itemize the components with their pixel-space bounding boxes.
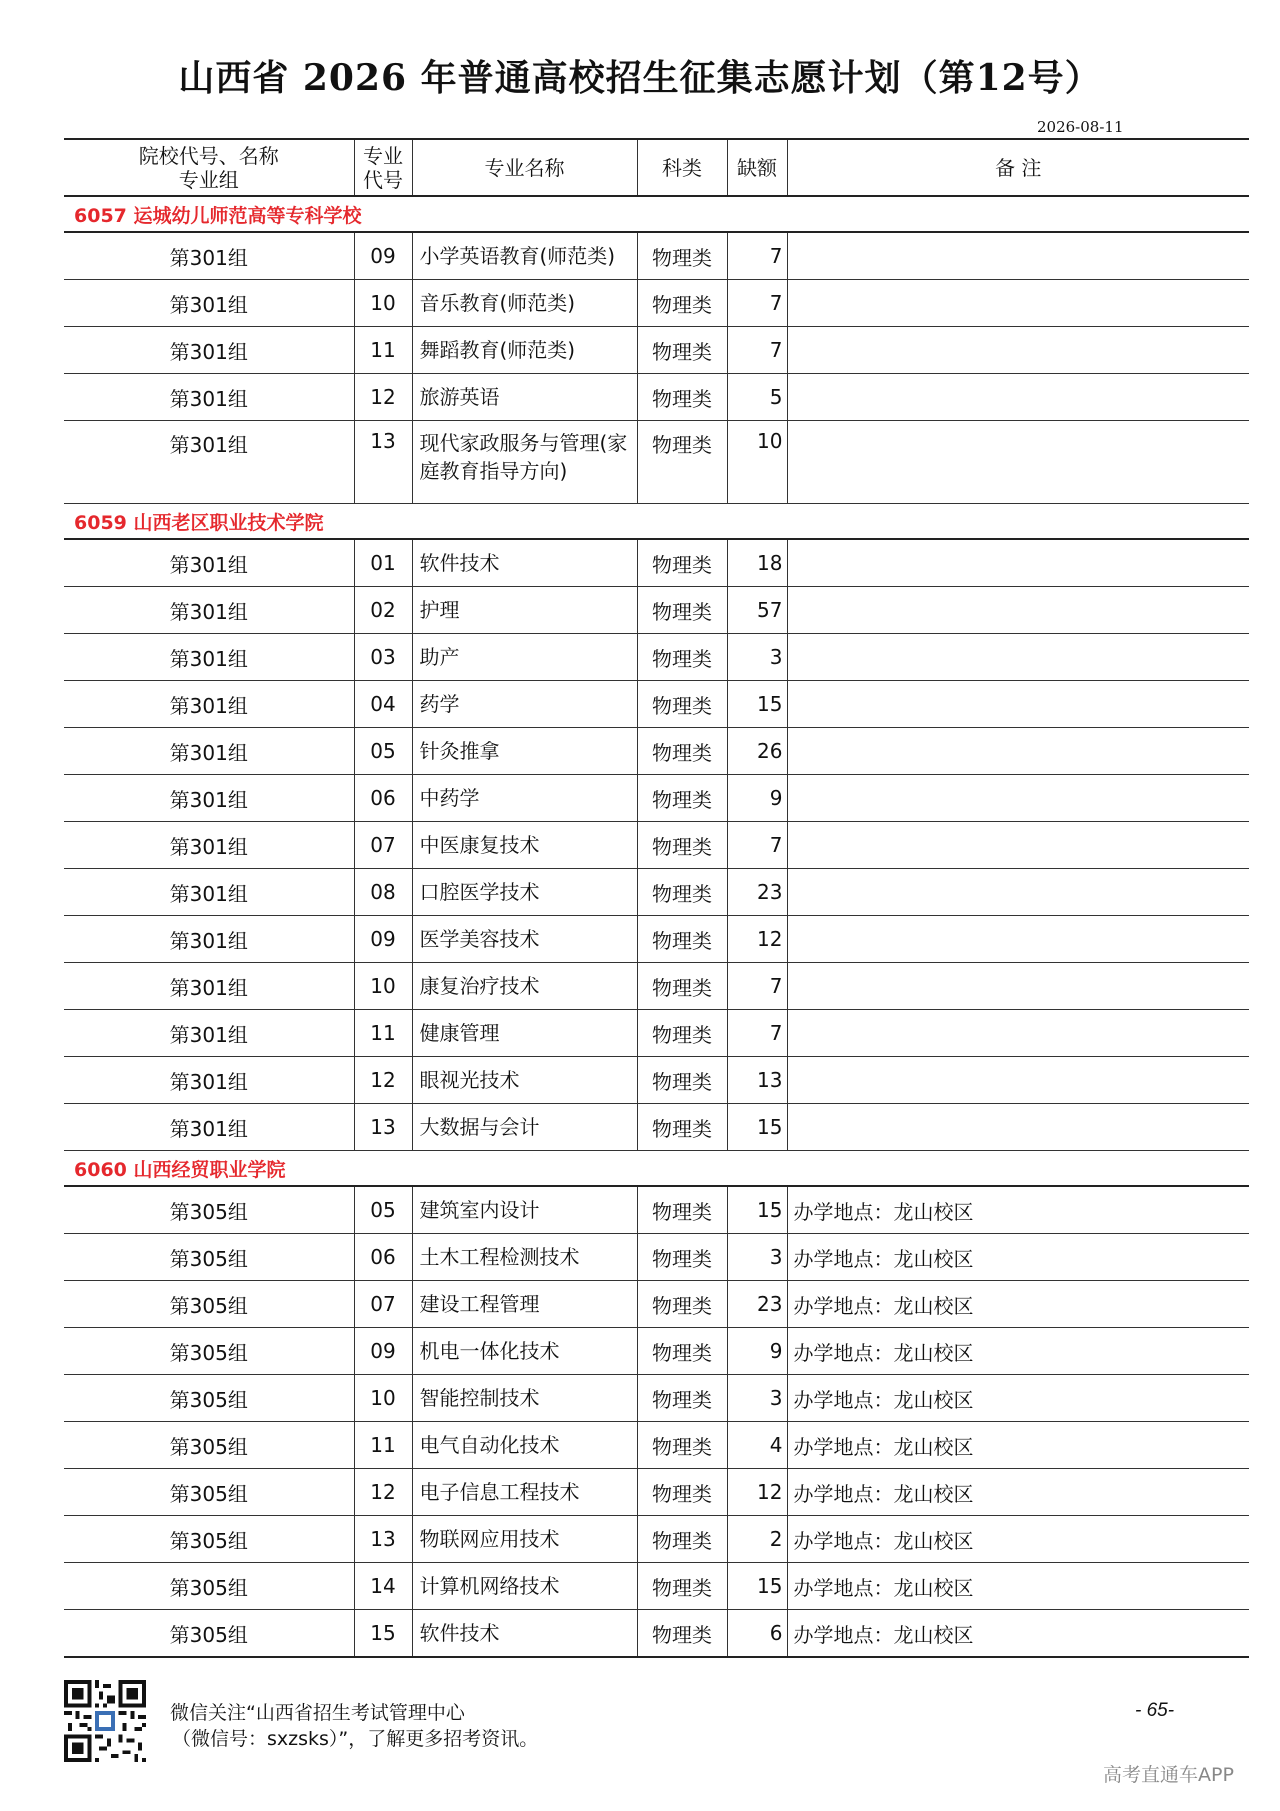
major-name-cell: 智能控制技术 [412, 1375, 637, 1422]
table-row [64, 421, 1249, 504]
table-row [64, 1186, 1249, 1234]
group-cell: 第301组 [64, 728, 354, 775]
header-school-line2: 专业组 [178, 167, 239, 192]
note-cell [787, 775, 1249, 822]
note-cell [787, 963, 1249, 1010]
group-cell: 第301组 [64, 1010, 354, 1057]
wechat-notice-line2: （微信号：sxzsks）”，了解更多招考资讯。 [172, 1728, 539, 1750]
vacancy-cell: 6 [727, 1610, 787, 1658]
major-name-cell: 助产 [412, 634, 637, 681]
group-cell: 第301组 [64, 374, 354, 421]
vacancy-cell: 3 [727, 634, 787, 681]
major-code-cell: 12 [354, 1469, 412, 1516]
table-row [64, 280, 1249, 327]
group-cell: 第301组 [64, 634, 354, 681]
table-row [64, 374, 1249, 421]
note-cell [787, 869, 1249, 916]
note-cell [787, 1057, 1249, 1104]
major-code-cell: 13 [354, 1104, 412, 1151]
major-name-cell: 小学英语教育(师范类) [412, 232, 637, 280]
major-name-cell: 眼视光技术 [412, 1057, 637, 1104]
vacancy-cell: 15 [727, 1104, 787, 1151]
major-name-cell: 护理 [412, 587, 637, 634]
table-row [64, 1104, 1249, 1151]
vacancy-cell: 7 [727, 1010, 787, 1057]
note-cell: 办学地点：龙山校区 [787, 1328, 1249, 1375]
note-cell [787, 681, 1249, 728]
major-code-cell: 06 [354, 1234, 412, 1281]
major-name-cell: 电子信息工程技术 [412, 1469, 637, 1516]
major-code-cell: 11 [354, 327, 412, 374]
group-cell: 第301组 [64, 963, 354, 1010]
category-cell: 物理类 [637, 1186, 727, 1234]
note-cell: 办学地点：龙山校区 [787, 1516, 1249, 1563]
category-cell: 物理类 [637, 963, 727, 1010]
group-cell: 第301组 [64, 280, 354, 327]
major-name-cell: 土木工程检测技术 [412, 1234, 637, 1281]
vacancy-cell: 9 [727, 775, 787, 822]
category-cell: 物理类 [637, 374, 727, 421]
header-school [64, 139, 354, 196]
major-code-cell: 07 [354, 822, 412, 869]
group-cell: 第301组 [64, 1057, 354, 1104]
major-code-cell: 10 [354, 280, 412, 327]
category-cell: 物理类 [637, 1469, 727, 1516]
group-cell: 第301组 [64, 327, 354, 374]
major-code-cell: 13 [354, 1516, 412, 1563]
major-name-cell: 建设工程管理 [412, 1281, 637, 1328]
vacancy-cell: 15 [727, 1186, 787, 1234]
major-name-cell: 中医康复技术 [412, 822, 637, 869]
category-cell: 物理类 [637, 1422, 727, 1469]
major-code-cell: 10 [354, 963, 412, 1010]
note-cell [787, 587, 1249, 634]
note-cell [787, 232, 1249, 280]
category-cell: 物理类 [637, 1010, 727, 1057]
table-row [64, 1234, 1249, 1281]
major-code-cell: 04 [354, 681, 412, 728]
group-cell: 第301组 [64, 916, 354, 963]
vacancy-cell: 7 [727, 822, 787, 869]
group-cell: 第305组 [64, 1375, 354, 1422]
category-cell: 物理类 [637, 1281, 727, 1328]
table-row [64, 539, 1249, 587]
category-cell: 物理类 [637, 916, 727, 963]
major-name-cell: 物联网应用技术 [412, 1516, 637, 1563]
vacancy-cell: 10 [727, 421, 787, 504]
table-header-row [64, 139, 1249, 196]
school-section-row [64, 1151, 1249, 1187]
major-code-cell: 12 [354, 1057, 412, 1104]
major-code-cell: 03 [354, 634, 412, 681]
table-row [64, 1516, 1249, 1563]
note-cell [787, 728, 1249, 775]
major-name-cell: 康复治疗技术 [412, 963, 637, 1010]
header-vacancy: 缺额 [727, 139, 787, 196]
school-name: 6060 山西经贸职业学院 [64, 1151, 1249, 1187]
category-cell: 物理类 [637, 232, 727, 280]
category-cell: 物理类 [637, 1234, 727, 1281]
major-code-cell: 09 [354, 1328, 412, 1375]
vacancy-cell: 3 [727, 1234, 787, 1281]
major-name-cell: 健康管理 [412, 1010, 637, 1057]
table-row [64, 822, 1249, 869]
group-cell: 第305组 [64, 1281, 354, 1328]
school-section-row [64, 196, 1249, 232]
vacancy-cell: 15 [727, 1563, 787, 1610]
group-cell: 第301组 [64, 421, 354, 504]
major-code-cell: 02 [354, 587, 412, 634]
note-cell [787, 1010, 1249, 1057]
group-cell: 第305组 [64, 1469, 354, 1516]
major-code-cell: 14 [354, 1563, 412, 1610]
category-cell: 物理类 [637, 421, 727, 504]
note-cell [787, 822, 1249, 869]
major-code-cell: 08 [354, 869, 412, 916]
note-cell [787, 1104, 1249, 1151]
major-name-cell: 软件技术 [412, 1610, 637, 1658]
category-cell: 物理类 [637, 1057, 727, 1104]
major-name-cell: 音乐教育(师范类) [412, 280, 637, 327]
group-cell: 第305组 [64, 1234, 354, 1281]
group-cell: 第301组 [64, 775, 354, 822]
category-cell: 物理类 [637, 587, 727, 634]
vacancy-cell: 7 [727, 963, 787, 1010]
note-cell: 办学地点：龙山校区 [787, 1422, 1249, 1469]
vacancy-cell: 12 [727, 916, 787, 963]
header-code [354, 139, 412, 196]
group-cell: 第305组 [64, 1610, 354, 1658]
table-row [64, 1328, 1249, 1375]
category-cell: 物理类 [637, 681, 727, 728]
table-row [64, 1010, 1249, 1057]
major-name-cell: 电气自动化技术 [412, 1422, 637, 1469]
note-cell [787, 916, 1249, 963]
note-cell [787, 539, 1249, 587]
group-cell: 第305组 [64, 1186, 354, 1234]
category-cell: 物理类 [637, 869, 727, 916]
group-cell: 第301组 [64, 587, 354, 634]
vacancy-cell: 7 [727, 232, 787, 280]
major-code-cell: 10 [354, 1375, 412, 1422]
major-name-cell: 计算机网络技术 [412, 1563, 637, 1610]
category-cell: 物理类 [637, 1328, 727, 1375]
vacancy-cell: 3 [727, 1375, 787, 1422]
major-name-cell: 医学美容技术 [412, 916, 637, 963]
group-cell: 第301组 [64, 1104, 354, 1151]
group-cell: 第301组 [64, 822, 354, 869]
vacancy-cell: 9 [727, 1328, 787, 1375]
table-row [64, 587, 1249, 634]
group-cell: 第301组 [64, 232, 354, 280]
header-school-line1: 院校代号、名称 [138, 143, 279, 168]
category-cell: 物理类 [637, 1610, 727, 1658]
note-cell: 办学地点：龙山校区 [787, 1610, 1249, 1658]
major-code-cell: 05 [354, 728, 412, 775]
header-code-line1: 专业 [363, 143, 403, 168]
major-code-cell: 09 [354, 916, 412, 963]
major-code-cell: 06 [354, 775, 412, 822]
note-cell [787, 421, 1249, 504]
note-cell: 办学地点：龙山校区 [787, 1469, 1249, 1516]
note-cell: 办学地点：龙山校区 [787, 1186, 1249, 1234]
major-name-cell: 针灸推拿 [412, 728, 637, 775]
major-name-cell: 口腔医学技术 [412, 869, 637, 916]
wechat-notice-line1: 微信关注“山西省招生考试管理中心 [170, 1702, 465, 1724]
note-cell: 办学地点：龙山校区 [787, 1563, 1249, 1610]
major-code-cell: 09 [354, 232, 412, 280]
vacancy-cell: 13 [727, 1057, 787, 1104]
header-code-line2: 代号 [363, 167, 403, 192]
category-cell: 物理类 [637, 822, 727, 869]
major-code-cell: 15 [354, 1610, 412, 1658]
major-code-cell: 11 [354, 1422, 412, 1469]
table-row [64, 775, 1249, 822]
category-cell: 物理类 [637, 327, 727, 374]
table-row [64, 1563, 1249, 1610]
major-name-cell: 现代家政服务与管理(家庭教育指导方向) [412, 421, 637, 504]
page-number: - 65- [1135, 1700, 1175, 1721]
vacancy-cell: 15 [727, 681, 787, 728]
school-name: 6059 山西老区职业技术学院 [64, 504, 1249, 540]
table-row [64, 1469, 1249, 1516]
table-row [64, 963, 1249, 1010]
category-cell: 物理类 [637, 1516, 727, 1563]
category-cell: 物理类 [637, 634, 727, 681]
header-note: 备 注 [787, 139, 1249, 196]
table-row [64, 1422, 1249, 1469]
vacancy-cell: 7 [727, 327, 787, 374]
major-name-cell: 药学 [412, 681, 637, 728]
vacancy-cell: 57 [727, 587, 787, 634]
vacancy-cell: 23 [727, 869, 787, 916]
school-section-row [64, 504, 1249, 540]
major-code-cell: 12 [354, 374, 412, 421]
note-cell [787, 327, 1249, 374]
major-name-cell: 机电一体化技术 [412, 1328, 637, 1375]
table-row [64, 916, 1249, 963]
enrollment-plan-table [64, 138, 1249, 1658]
note-cell: 办学地点：龙山校区 [787, 1375, 1249, 1422]
major-name-cell: 旅游英语 [412, 374, 637, 421]
page-title: 山西省 2026 年普通高校招生征集志愿计划（第12号） [178, 57, 1102, 99]
vacancy-cell: 18 [727, 539, 787, 587]
group-cell: 第301组 [64, 869, 354, 916]
major-name-cell: 舞蹈教育(师范类) [412, 327, 637, 374]
note-cell: 办学地点：龙山校区 [787, 1234, 1249, 1281]
group-cell: 第305组 [64, 1422, 354, 1469]
school-name: 6057 运城幼儿师范高等专科学校 [64, 196, 1249, 232]
vacancy-cell: 4 [727, 1422, 787, 1469]
group-cell: 第301组 [64, 681, 354, 728]
table-row [64, 1610, 1249, 1658]
group-cell: 第305组 [64, 1328, 354, 1375]
table-row [64, 232, 1249, 280]
vacancy-cell: 2 [727, 1516, 787, 1563]
major-name-cell: 软件技术 [412, 539, 637, 587]
table-row [64, 869, 1249, 916]
note-cell: 办学地点：龙山校区 [787, 1281, 1249, 1328]
group-cell: 第305组 [64, 1563, 354, 1610]
vacancy-cell: 7 [727, 280, 787, 327]
major-code-cell: 11 [354, 1010, 412, 1057]
category-cell: 物理类 [637, 1104, 727, 1151]
table-row [64, 728, 1249, 775]
category-cell: 物理类 [637, 1375, 727, 1422]
major-code-cell: 13 [354, 421, 412, 504]
vacancy-cell: 26 [727, 728, 787, 775]
table-body [64, 196, 1249, 1657]
major-name-cell: 建筑室内设计 [412, 1186, 637, 1234]
table-row [64, 1375, 1249, 1422]
category-cell: 物理类 [637, 539, 727, 587]
category-cell: 物理类 [637, 775, 727, 822]
header-major: 专业名称 [412, 139, 637, 196]
note-cell [787, 634, 1249, 681]
group-cell: 第305组 [64, 1516, 354, 1563]
table-row [64, 1057, 1249, 1104]
document-date: 2026-08-11 [1037, 118, 1124, 136]
note-cell [787, 374, 1249, 421]
table-row [64, 327, 1249, 374]
note-cell [787, 280, 1249, 327]
major-code-cell: 05 [354, 1186, 412, 1234]
major-name-cell: 中药学 [412, 775, 637, 822]
vacancy-cell: 5 [727, 374, 787, 421]
header-category: 科类 [637, 139, 727, 196]
major-code-cell: 07 [354, 1281, 412, 1328]
category-cell: 物理类 [637, 1563, 727, 1610]
category-cell: 物理类 [637, 280, 727, 327]
category-cell: 物理类 [637, 728, 727, 775]
table-row [64, 681, 1249, 728]
watermark: 高考直通车APP [1103, 1764, 1234, 1786]
vacancy-cell: 12 [727, 1469, 787, 1516]
vacancy-cell: 23 [727, 1281, 787, 1328]
group-cell: 第301组 [64, 539, 354, 587]
qr-code-icon [64, 1680, 146, 1762]
table-row [64, 1281, 1249, 1328]
major-name-cell: 大数据与会计 [412, 1104, 637, 1151]
major-code-cell: 01 [354, 539, 412, 587]
table-row [64, 634, 1249, 681]
